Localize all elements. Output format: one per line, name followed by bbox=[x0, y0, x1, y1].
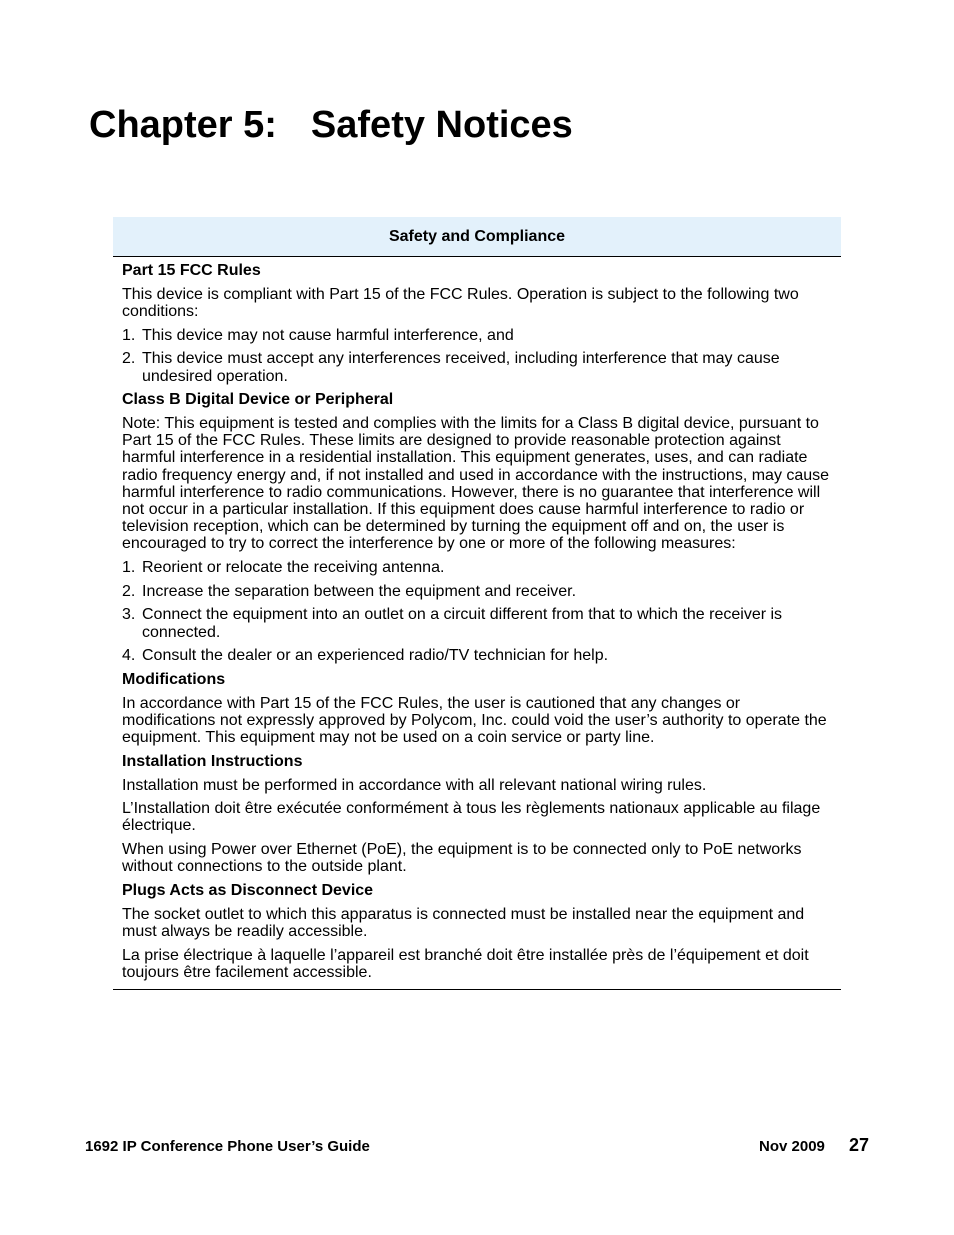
section-heading-plugs: Plugs Acts as Disconnect Device bbox=[122, 882, 374, 900]
installation-paragraph-fr: L’Installation doit être exécutée conformément à tous les règlements nationaux applicable au filage électrique. bbox=[122, 800, 821, 835]
fcc-intro: This device is compliant with Part 15 of the FCC Rules. Operation is subject to the following two conditions: bbox=[122, 285, 799, 320]
list-number: 2. bbox=[122, 582, 136, 600]
list-text: This device must accept any interferences received, including interference that may cause undesired operation. bbox=[142, 350, 780, 385]
list-text: Reorient or relocate the receiving antenna. bbox=[142, 559, 445, 577]
list-text: Connect the equipment into an outlet on a circuit different from that to which the receiver is connected. bbox=[142, 606, 783, 641]
installation-paragraph: Installation must be performed in accordance with all relevant national wiring rules. bbox=[122, 776, 707, 794]
page-footer bbox=[85, 1135, 870, 1157]
classb-note: Note: This equipment is tested and complies with the limits for a Class B digital device, pursuant to Part 15 of the FCC Rules. These limits are designed to provide reasonable protection against harmful interference in a residential installation. This equipment generates, uses, and can radiate radio frequency energy and, if not installed and used in accordance with the instructions, may cause harmful interference to radio communications. However, there is no guarantee that interference will not occur in a particular installation. If this equipment does cause harmful interference to radio or television reception, which can be determined by turning the equipment off and on, the user is encouraged to try to correct the interference by one or more of the following measures: bbox=[122, 414, 830, 553]
modifications-text: In accordance with Part 15 of the FCC Rules, the user is cautioned that any changes or modifications not expressly approved by Polycom, Inc. could void the user’s authority to operate the equipment. This equipment may not be used on a coin service or party line. bbox=[122, 694, 827, 747]
list-item bbox=[122, 647, 831, 664]
footer-doc-title: 1692 IP Conference Phone User’s Guide bbox=[85, 1138, 370, 1155]
footer-date: Nov 2009 bbox=[759, 1138, 825, 1155]
list-number: 1. bbox=[122, 559, 136, 577]
list-text: Consult the dealer or an experienced radio/TV technician for help. bbox=[142, 647, 609, 665]
section-heading-modifications: Modifications bbox=[122, 671, 226, 689]
list-item bbox=[122, 327, 831, 344]
chapter-label: Chapter 5: bbox=[89, 104, 277, 146]
chapter-title bbox=[89, 100, 573, 150]
section-heading-installation: Installation Instructions bbox=[122, 752, 303, 770]
list-number: 4. bbox=[122, 647, 136, 665]
section-heading-classb: Class B Digital Device or Peripheral bbox=[122, 391, 394, 409]
fcc-conditions-list bbox=[122, 327, 831, 385]
safety-compliance-table bbox=[113, 217, 841, 990]
plugs-paragraph: The socket outlet to which this apparatus is connected must be installed near the equipment and must always be readily accessible. bbox=[122, 905, 805, 940]
page-number: 27 bbox=[849, 1135, 870, 1155]
list-number: 2. bbox=[122, 350, 136, 368]
list-number: 1. bbox=[122, 326, 136, 344]
section-heading-fcc: Part 15 FCC Rules bbox=[122, 262, 261, 279]
list-item bbox=[122, 350, 831, 384]
plugs-paragraph-fr: La prise électrique à laquelle l’appareil est branché doit être installée près de l’équipement et doit toujours être facilement accessible. bbox=[122, 946, 809, 981]
table-body bbox=[113, 257, 841, 989]
list-number: 3. bbox=[122, 606, 136, 624]
list-item bbox=[122, 559, 831, 576]
list-item bbox=[122, 583, 831, 600]
list-text: Increase the separation between the equipment and receiver. bbox=[142, 582, 577, 600]
table-header: Safety and Compliance bbox=[113, 217, 841, 257]
list-text: This device may not cause harmful interference, and bbox=[142, 326, 514, 344]
list-item bbox=[122, 606, 831, 640]
classb-measures-list bbox=[122, 559, 831, 665]
installation-poe-paragraph: When using Power over Ethernet (PoE), the equipment is to be connected only to PoE networks without connections to the outside plant. bbox=[122, 841, 802, 876]
chapter-name: Safety Notices bbox=[310, 104, 573, 146]
